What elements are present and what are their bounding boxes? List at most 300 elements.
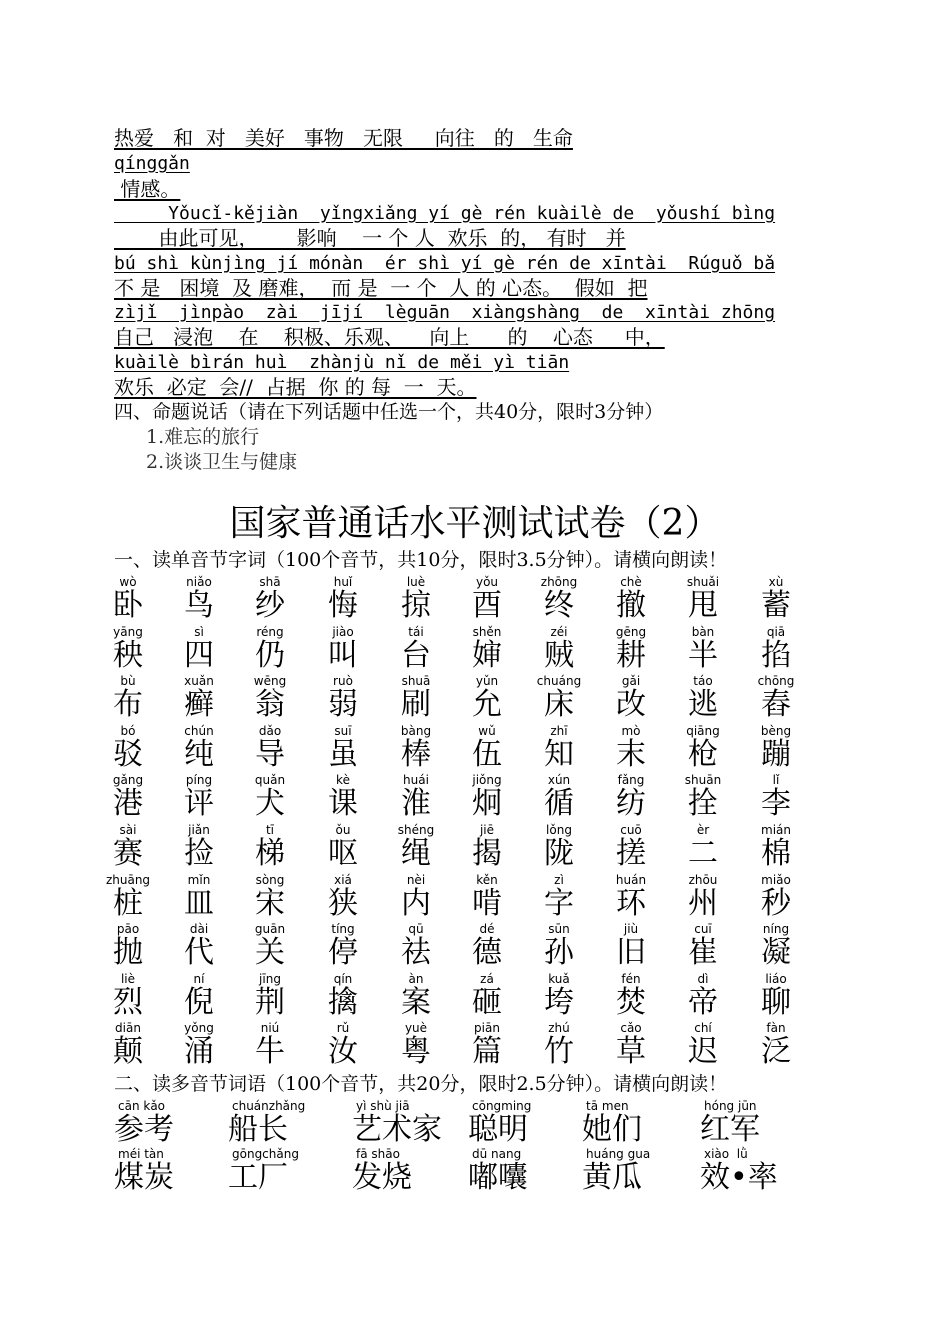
- word-cell: [582, 1100, 642, 1147]
- syllable-character: 末: [616, 737, 646, 772]
- syllable-character: 关: [255, 935, 285, 970]
- syllable-cell: [311, 973, 375, 1020]
- syllable-pinyin: mò: [621, 724, 641, 738]
- syllable-cell: [384, 1022, 448, 1069]
- syllable-cell: [455, 1022, 519, 1069]
- syllable-character: 抛: [113, 935, 143, 970]
- syllable-pinyin: xù: [768, 575, 784, 589]
- word-cell: [114, 1148, 174, 1195]
- syllable-character: 叫: [328, 638, 358, 673]
- syllable-cell: [455, 626, 519, 673]
- syllable-character: 汝: [328, 1034, 358, 1069]
- syllable-pinyin: chún: [184, 724, 214, 738]
- syllable-cell: [311, 824, 375, 871]
- syllable-cell: [744, 675, 808, 722]
- syllable-cell: [744, 576, 808, 623]
- syllable-character: 棒: [401, 737, 431, 772]
- syllable-character: 州: [688, 886, 718, 921]
- syllable-cell: [744, 725, 808, 772]
- word-characters: 黄瓜: [582, 1160, 642, 1195]
- syllable-character: 台: [401, 638, 431, 673]
- word-cell: [700, 1148, 778, 1195]
- syllable-pinyin: qiāng: [686, 724, 720, 738]
- syllable-cell: [671, 576, 735, 623]
- syllable-pinyin: gǎng: [112, 773, 144, 787]
- syllable-character: 酉: [472, 588, 502, 623]
- syllable-pinyin: cuō: [620, 823, 642, 837]
- syllable-cell: [527, 675, 591, 722]
- syllable-character: 荆: [255, 985, 285, 1020]
- syllable-character: 李: [761, 786, 791, 821]
- syllable-character: 垮: [544, 985, 574, 1020]
- syllable-cell: [671, 923, 735, 970]
- word-pinyin: chuánzhǎng: [232, 1099, 306, 1113]
- syllable-character: 秧: [113, 638, 143, 673]
- syllable-cell: [527, 774, 591, 821]
- syllable-character: 犬: [255, 786, 285, 821]
- word-characters: 煤炭: [114, 1160, 174, 1195]
- syllable-cell: [167, 576, 231, 623]
- syllable-character: 崔: [688, 935, 718, 970]
- syllable-pinyin: mián: [761, 823, 791, 837]
- word-pinyin: dū nang: [472, 1147, 522, 1161]
- word-cell: [468, 1100, 531, 1147]
- word-characters: 船长: [228, 1112, 288, 1147]
- syllable-cell: [167, 626, 231, 673]
- syllable-character: 改: [616, 687, 646, 722]
- syllable-cell: [96, 626, 160, 673]
- syllable-pinyin: chè: [620, 575, 642, 589]
- syllable-pinyin: ní: [193, 972, 205, 986]
- syllable-cell: [96, 923, 160, 970]
- syllable-pinyin: zhōu: [688, 873, 718, 887]
- syllable-pinyin: jiào: [332, 625, 354, 639]
- syllable-pinyin: kuǎ: [548, 972, 570, 986]
- syllable-cell: [311, 923, 375, 970]
- syllable-cell: [384, 725, 448, 772]
- syllable-character: 牛: [255, 1034, 285, 1069]
- syllable-character: 贼: [544, 638, 574, 673]
- syllable-cell: [671, 973, 735, 1020]
- syllable-character: 凝: [761, 935, 791, 970]
- syllable-character: 擒: [328, 985, 358, 1020]
- word-pinyin: fā shāo: [356, 1147, 400, 1161]
- syllable-character: 环: [616, 886, 646, 921]
- passage-line: 情感。: [114, 177, 181, 201]
- syllable-pinyin: yǒu: [475, 575, 499, 589]
- syllable-character: 德: [472, 935, 502, 970]
- syllable-cell: [671, 824, 735, 871]
- syllable-character: 拴: [688, 786, 718, 821]
- syllable-cell: [311, 626, 375, 673]
- syllable-character: 停: [328, 935, 358, 970]
- syllable-pinyin: zhú: [548, 1021, 570, 1035]
- syllable-pinyin: wǔ: [478, 724, 496, 738]
- syllable-pinyin: jīng: [259, 972, 281, 986]
- syllable-cell: [96, 1022, 160, 1069]
- word-characters: 嘟囔: [468, 1160, 528, 1195]
- syllable-character: 祛: [401, 935, 431, 970]
- syllable-character: 允: [472, 687, 502, 722]
- syllable-cell: [167, 923, 231, 970]
- syllable-pinyin: èr: [696, 823, 710, 837]
- word-pinyin: yì shù jiā: [356, 1099, 410, 1113]
- syllable-character: 焚: [616, 985, 646, 1020]
- syllable-character: 蹦: [761, 737, 791, 772]
- syllable-pinyin: shā: [259, 575, 281, 589]
- syllable-pinyin: bèng: [760, 724, 792, 738]
- passage-line: 欢乐 必定 会// 占据 你 的 每 一 天。: [114, 375, 477, 399]
- syllable-cell: [96, 973, 160, 1020]
- word-cell: [700, 1100, 760, 1147]
- syllable-cell: [238, 675, 302, 722]
- passage-line: 不 是 困境 及 磨难， 而 是 一 个 人 的 心态。 假如 把: [114, 276, 648, 300]
- syllable-character: 悔: [328, 588, 358, 623]
- syllable-cell: [311, 576, 375, 623]
- syllable-pinyin: zì: [554, 873, 564, 887]
- word-pinyin: hóng jūn: [704, 1099, 757, 1113]
- syllable-pinyin: liáo: [765, 972, 787, 986]
- syllable-cell: [599, 973, 663, 1020]
- word-characters: 发烧: [352, 1160, 412, 1195]
- word-pinyin: huáng gua: [586, 1147, 651, 1161]
- syllable-pinyin: piān: [474, 1021, 500, 1035]
- word-pinyin: cōngming: [472, 1099, 532, 1113]
- syllable-pinyin: huǐ: [333, 575, 353, 589]
- syllable-character: 竹: [544, 1034, 574, 1069]
- syllable-pinyin: xiá: [334, 873, 352, 887]
- syllable-cell: [384, 923, 448, 970]
- syllable-character: 卧: [113, 588, 143, 623]
- syllable-character: 半: [688, 638, 718, 673]
- syllable-cell: [311, 774, 375, 821]
- syllable-pinyin: shuā: [401, 674, 431, 688]
- syllable-cell: [167, 725, 231, 772]
- syllable-cell: [744, 824, 808, 871]
- syllable-pinyin: rǔ: [336, 1021, 350, 1035]
- syllable-pinyin: jiǒng: [472, 773, 502, 787]
- syllable-cell: [599, 576, 663, 623]
- syllable-character: 虽: [328, 737, 358, 772]
- syllable-cell: [671, 675, 735, 722]
- syllable-character: 倪: [184, 985, 214, 1020]
- syllable-character: 导: [255, 737, 285, 772]
- syllable-character: 内: [401, 886, 431, 921]
- syllable-character: 逃: [688, 687, 718, 722]
- syllable-character: 蓄: [761, 588, 791, 623]
- word-cell: [228, 1148, 299, 1195]
- syllable-cell: [527, 576, 591, 623]
- syllable-cell: [96, 874, 160, 921]
- syllable-character: 炯: [472, 786, 502, 821]
- syllable-pinyin: gǎi: [621, 674, 641, 688]
- syllable-pinyin: qiā: [766, 625, 786, 639]
- syllable-cell: [311, 675, 375, 722]
- syllable-cell: [455, 874, 519, 921]
- syllable-character: 绳: [401, 836, 431, 871]
- syllable-character: 翁: [255, 687, 285, 722]
- section4-heading: 四、命题说话（请在下列话题中任选一个，共40分，限时3分钟）: [114, 401, 664, 423]
- syllable-character: 皿: [184, 886, 214, 921]
- syllable-pinyin: píng: [185, 773, 213, 787]
- syllable-cell: [527, 1022, 591, 1069]
- word-characters: 她们: [582, 1112, 642, 1147]
- syllable-pinyin: gēng: [615, 625, 647, 639]
- syllable-cell: [238, 576, 302, 623]
- syllable-cell: [238, 973, 302, 1020]
- syllable-cell: [455, 824, 519, 871]
- syllable-pinyin: àn: [408, 972, 424, 986]
- syllable-pinyin: quǎn: [254, 773, 286, 787]
- syllable-pinyin: yuè: [404, 1021, 428, 1035]
- syllable-pinyin: miǎo: [761, 873, 791, 887]
- syllable-character: 驳: [113, 737, 143, 772]
- syllable-cell: [167, 774, 231, 821]
- syllable-character: 纯: [184, 737, 214, 772]
- passage-pinyin-line: bú shì kùnjìng jí mónàn ér shì yí gè rén de xīntài Rúguǒ bǎ: [114, 253, 776, 274]
- syllable-pinyin: lǐ: [772, 773, 780, 787]
- syllable-pinyin: shuān: [684, 773, 722, 787]
- syllable-pinyin: yǒng: [184, 1021, 214, 1035]
- syllable-cell: [599, 923, 663, 970]
- syllable-pinyin: cuī: [694, 922, 712, 936]
- syllable-cell: [455, 576, 519, 623]
- syllable-pinyin: xún: [547, 773, 571, 787]
- syllable-pinyin: lǒng: [546, 823, 572, 837]
- syllable-cell: [96, 824, 160, 871]
- syllable-pinyin: zhuāng: [105, 873, 151, 887]
- syllable-character: 案: [401, 985, 431, 1020]
- syllable-character: 啃: [472, 886, 502, 921]
- syllable-pinyin: wò: [119, 575, 137, 589]
- syllable-character: 舂: [761, 687, 791, 722]
- syllable-cell: [96, 675, 160, 722]
- syllable-pinyin: liè: [120, 972, 136, 986]
- passage-line: 热爱 和 对 美好 事物 无限 向往 的 生命: [114, 126, 573, 150]
- syllable-cell: [384, 774, 448, 821]
- syllable-pinyin: jiù: [623, 922, 639, 936]
- test-title: 国家普通话水平测试试卷（2）: [229, 503, 721, 544]
- syllable-character: 秒: [761, 886, 791, 921]
- syllable-pinyin: zhī: [550, 724, 568, 738]
- syllable-cell: [599, 824, 663, 871]
- syllable-cell: [744, 923, 808, 970]
- syllable-cell: [599, 675, 663, 722]
- syllable-pinyin: dài: [189, 922, 209, 936]
- syllable-pinyin: bù: [120, 674, 136, 688]
- syllable-character: 枪: [688, 737, 718, 772]
- syllable-cell: [384, 576, 448, 623]
- word-pinyin: tā men: [586, 1099, 629, 1113]
- syllable-character: 掐: [761, 638, 791, 673]
- syllable-pinyin: xuǎn: [184, 674, 214, 688]
- word-characters: 工厂: [228, 1160, 288, 1195]
- syllable-character: 评: [184, 786, 214, 821]
- syllable-character: 砸: [472, 985, 502, 1020]
- syllable-cell: [238, 774, 302, 821]
- syllable-cell: [455, 923, 519, 970]
- syllable-character: 床: [544, 687, 574, 722]
- syllable-pinyin: huái: [403, 773, 429, 787]
- topic-item: 2.谈谈卫生与健康: [146, 451, 298, 473]
- syllable-cell: [384, 973, 448, 1020]
- syllable-character: 帝: [688, 985, 718, 1020]
- syllable-pinyin: shěn: [472, 625, 502, 639]
- syllable-character: 草: [616, 1034, 646, 1069]
- syllable-cell: [311, 725, 375, 772]
- syllable-cell: [311, 874, 375, 921]
- syllable-character: 课: [328, 786, 358, 821]
- syllable-character: 仍: [255, 638, 285, 673]
- syllable-pinyin: shuǎi: [686, 575, 720, 589]
- syllable-cell: [455, 774, 519, 821]
- syllable-character: 掠: [401, 588, 431, 623]
- passage-line: 自己 浸泡 在 积极、乐观、 向上 的 心态 中，: [114, 325, 665, 349]
- syllable-cell: [238, 824, 302, 871]
- syllable-character: 孙: [544, 935, 574, 970]
- syllable-character: 篇: [472, 1034, 502, 1069]
- syllable-pinyin: chuáng: [536, 674, 582, 688]
- syllable-cell: [384, 874, 448, 921]
- syllable-pinyin: guān: [254, 922, 286, 936]
- word-cell: [352, 1100, 442, 1147]
- syllable-cell: [599, 874, 663, 921]
- word-cell: [352, 1148, 412, 1195]
- syllable-cell: [96, 576, 160, 623]
- syllable-cell: [238, 626, 302, 673]
- syllable-pinyin: tíng: [331, 922, 355, 936]
- syllable-pinyin: sòng: [255, 873, 285, 887]
- syllable-pinyin: diān: [115, 1021, 141, 1035]
- syllable-character: 知: [544, 737, 574, 772]
- syllable-pinyin: niú: [260, 1021, 280, 1035]
- syllable-cell: [599, 725, 663, 772]
- passage-pinyin-line: qínggǎn: [114, 153, 190, 174]
- syllable-pinyin: qín: [333, 972, 353, 986]
- syllable-cell: [238, 923, 302, 970]
- syllable-character: 烈: [113, 985, 143, 1020]
- syllable-cell: [455, 973, 519, 1020]
- syllable-character: 迟: [688, 1034, 718, 1069]
- syllable-cell: [671, 1022, 735, 1069]
- syllable-cell: [384, 675, 448, 722]
- syllable-pinyin: bàn: [691, 625, 715, 639]
- syllable-character: 赛: [113, 836, 143, 871]
- syllable-pinyin: tī: [265, 823, 275, 837]
- syllable-cell: [167, 824, 231, 871]
- syllable-pinyin: qū: [408, 922, 424, 936]
- syllable-pinyin: sì: [194, 625, 204, 639]
- syllable-pinyin: sài: [119, 823, 137, 837]
- syllable-pinyin: zhōng: [540, 575, 578, 589]
- section2-heading: 二、读多音节词语（100个音节，共20分，限时2.5分钟）。请横向朗读！: [114, 1073, 728, 1095]
- syllable-character: 宋: [255, 886, 285, 921]
- syllable-pinyin: zá: [480, 972, 494, 986]
- syllable-cell: [671, 774, 735, 821]
- syllable-character: 终: [544, 588, 574, 623]
- syllable-character: 泛: [761, 1034, 791, 1069]
- word-pinyin: cān kǎo: [118, 1099, 166, 1113]
- syllable-pinyin: cǎo: [620, 1021, 642, 1035]
- syllable-character: 代: [184, 935, 214, 970]
- syllable-pinyin: kè: [336, 773, 350, 787]
- syllable-character: 撤: [616, 588, 646, 623]
- topic-item: 1.难忘的旅行: [146, 426, 260, 448]
- syllable-character: 涌: [184, 1034, 214, 1069]
- syllable-cell: [455, 725, 519, 772]
- syllable-cell: [599, 626, 663, 673]
- syllable-character: 捡: [184, 836, 214, 871]
- syllable-character: 循: [544, 786, 574, 821]
- syllable-character: 纺: [616, 786, 646, 821]
- syllable-cell: [671, 626, 735, 673]
- syllable-pinyin: bó: [120, 724, 136, 738]
- syllable-cell: [311, 1022, 375, 1069]
- syllable-character: 揭: [472, 836, 502, 871]
- syllable-cell: [599, 1022, 663, 1069]
- syllable-cell: [744, 626, 808, 673]
- syllable-pinyin: fàn: [766, 1021, 786, 1035]
- word-cell: [114, 1100, 174, 1147]
- word-pinyin: xiào lǜ: [704, 1147, 748, 1161]
- syllable-pinyin: bàng: [400, 724, 432, 738]
- syllable-pinyin: fén: [621, 972, 641, 986]
- syllable-pinyin: jiǎn: [188, 823, 210, 837]
- syllable-character: 癣: [184, 687, 214, 722]
- syllable-cell: [96, 725, 160, 772]
- syllable-character: 陇: [544, 836, 574, 871]
- syllable-character: 四: [184, 638, 214, 673]
- passage-pinyin-line: kuàilè bìrán huì zhànjù nǐ de měi yì tiān: [114, 352, 570, 373]
- section1-heading: 一、读单音节字词（100个音节，共10分，限时3.5分钟）。请横向朗读！: [114, 549, 728, 571]
- word-characters: 艺术家: [352, 1112, 442, 1147]
- word-characters: 红军: [700, 1112, 760, 1147]
- syllable-cell: [455, 675, 519, 722]
- word-cell: [468, 1148, 528, 1195]
- syllable-pinyin: ruò: [333, 674, 353, 688]
- syllable-cell: [671, 725, 735, 772]
- syllable-cell: [744, 874, 808, 921]
- syllable-pinyin: suī: [334, 724, 352, 738]
- word-cell: [228, 1100, 305, 1147]
- word-cell: [582, 1148, 650, 1195]
- syllable-cell: [238, 874, 302, 921]
- syllable-pinyin: yǔn: [475, 674, 499, 688]
- syllable-character: 耕: [616, 638, 646, 673]
- syllable-pinyin: chōng: [757, 674, 795, 688]
- syllable-character: 旧: [616, 935, 646, 970]
- syllable-pinyin: niǎo: [186, 575, 212, 589]
- syllable-cell: [167, 675, 231, 722]
- syllable-character: 港: [113, 786, 143, 821]
- syllable-character: 布: [113, 687, 143, 722]
- syllable-pinyin: nèi: [406, 873, 426, 887]
- syllable-character: 搓: [616, 836, 646, 871]
- syllable-character: 狭: [328, 886, 358, 921]
- syllable-character: 纱: [255, 588, 285, 623]
- syllable-pinyin: réng: [256, 625, 284, 639]
- syllable-pinyin: dǎo: [258, 724, 282, 738]
- syllable-pinyin: sūn: [548, 922, 570, 936]
- syllable-cell: [527, 626, 591, 673]
- syllable-cell: [744, 973, 808, 1020]
- syllable-cell: [527, 725, 591, 772]
- syllable-character: 淮: [401, 786, 431, 821]
- syllable-character: 棉: [761, 836, 791, 871]
- word-characters: 效•率: [700, 1160, 778, 1195]
- syllable-character: 刷: [401, 687, 431, 722]
- syllable-cell: [384, 824, 448, 871]
